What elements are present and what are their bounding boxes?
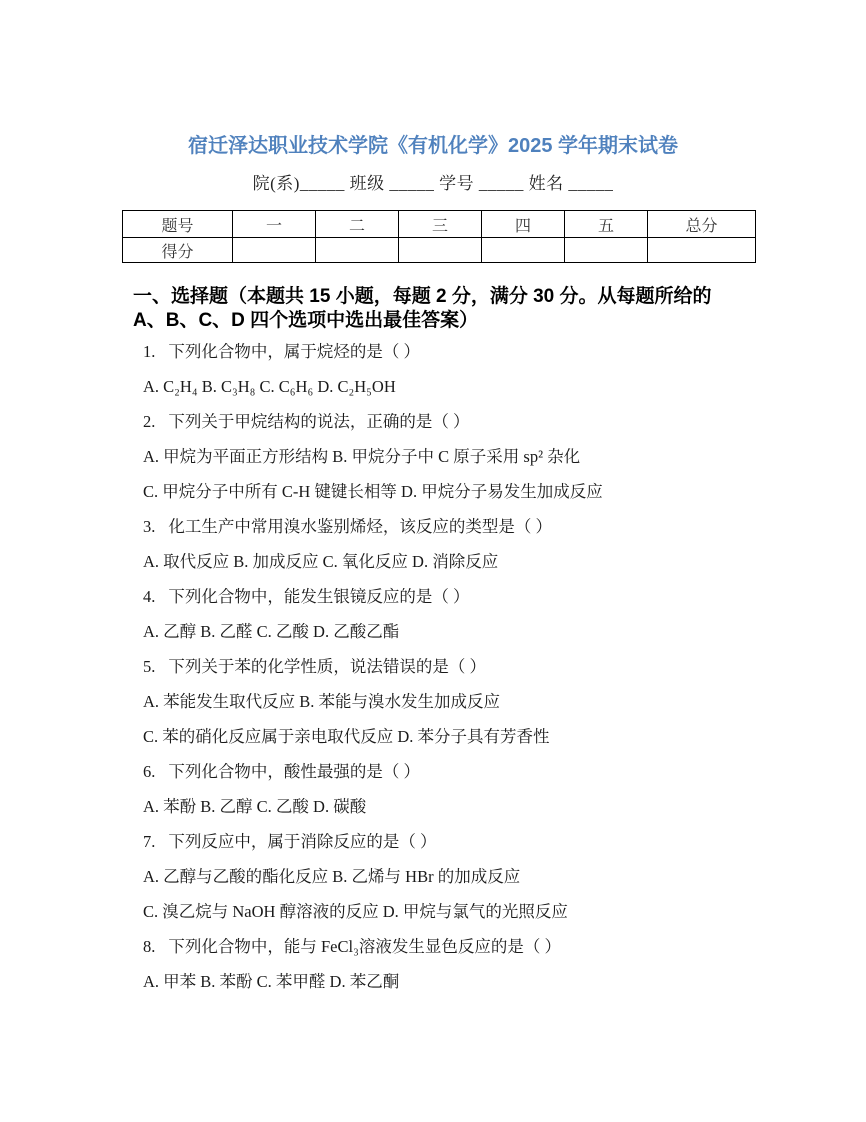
score-table-header-question-no: 题号 <box>123 211 233 238</box>
question-stem <box>143 334 743 369</box>
question-text: 下列关于甲烷结构的说法，正确的是（ ） <box>168 412 470 431</box>
score-table-header-total: 总分 <box>648 211 756 238</box>
student-info-line: 院(系)_____ 班级 _____ 学号 _____ 姓名 _____ <box>252 174 614 193</box>
questions-list <box>143 334 743 999</box>
question-number: 7. <box>143 832 156 851</box>
page-title: 宿迁泽达职业技术学院《有机化学》2025 学年期末试卷 <box>187 135 679 157</box>
question-text: 下列化合物中，酸性最强的是（ ） <box>168 762 420 781</box>
question-number: 6. <box>143 762 156 781</box>
question-options-line: A. 取代反应 B. 加成反应 C. 氧化反应 D. 消除反应 <box>143 552 499 571</box>
score-row-label: 得分 <box>123 238 233 263</box>
question-number: 5. <box>143 657 156 676</box>
question-8 <box>143 929 743 999</box>
question-3 <box>143 509 743 579</box>
score-cell-total <box>648 238 756 263</box>
question-number: 4. <box>143 587 156 606</box>
score-cell-2 <box>316 238 399 263</box>
score-cell-5 <box>565 238 648 263</box>
score-table-header-section-4: 四 <box>482 211 565 238</box>
score-table-header-section-2: 二 <box>316 211 399 238</box>
score-table-header-section-3: 三 <box>399 211 482 238</box>
section-one-heading: 一、选择题（本题共 15 小题，每题 2 分，满分 30 分。从每题所给的 A、B、C、D 四个选项中选出最佳答案） <box>133 286 712 331</box>
score-table-header-row <box>123 211 756 238</box>
question-text: 下列化合物中，能与 FeCl₃溶液发生显色反应的是（ ） <box>168 937 561 956</box>
question-number: 3. <box>143 517 156 536</box>
score-table <box>122 210 756 263</box>
score-cell-3 <box>399 238 482 263</box>
question-options-line: A. C₂H₄ B. C₃H₈ C. C₆H₆ D. C₂H₅OH <box>143 377 396 396</box>
question-stem <box>143 579 743 614</box>
score-table-score-row <box>123 238 756 263</box>
score-cell-4 <box>482 238 565 263</box>
question-options-line: A. 苯酚 B. 乙醇 C. 乙酸 D. 碳酸 <box>143 797 367 816</box>
score-table-header-section-5: 五 <box>565 211 648 238</box>
question-options-line: A. 乙醇与乙酸的酯化反应 B. 乙烯与 HBr 的加成反应 <box>143 867 521 886</box>
question-options-line: A. 乙醇 B. 乙醛 C. 乙酸 D. 乙酸乙酯 <box>143 622 400 641</box>
question-text: 化工生产中常用溴水鉴别烯烃，该反应的类型是（ ） <box>168 517 552 536</box>
question-options-line: C. 溴乙烷与 NaOH 醇溶液的反应 D. 甲烷与氯气的光照反应 <box>143 902 568 921</box>
question-options-line: A. 苯能发生取代反应 B. 苯能与溴水发生加成反应 <box>143 692 501 711</box>
question-text: 下列反应中，属于消除反应的是（ ） <box>168 832 437 851</box>
question-6 <box>143 754 743 824</box>
question-stem <box>143 649 743 684</box>
question-options-line: C. 苯的硝化反应属于亲电取代反应 D. 苯分子具有芳香性 <box>143 727 550 746</box>
question-options-line: A. 甲烷为平面正方形结构 B. 甲烷分子中 C 原子采用 sp² 杂化 <box>143 447 581 466</box>
question-2 <box>143 404 743 509</box>
question-number: 1. <box>143 342 156 361</box>
question-text: 下列化合物中，属于烷烃的是（ ） <box>168 342 420 361</box>
question-options-line: A. 甲苯 B. 苯酚 C. 苯甲醛 D. 苯乙酮 <box>143 972 400 991</box>
question-stem <box>143 509 743 544</box>
question-5 <box>143 649 743 754</box>
question-number: 2. <box>143 412 156 431</box>
question-text: 下列化合物中，能发生银镜反应的是（ ） <box>168 587 470 606</box>
question-1 <box>143 334 743 404</box>
score-table-header-section-1: 一 <box>233 211 316 238</box>
question-stem <box>143 824 743 859</box>
question-4 <box>143 579 743 649</box>
question-stem <box>143 929 743 964</box>
question-number: 8. <box>143 937 156 956</box>
score-cell-1 <box>233 238 316 263</box>
question-text: 下列关于苯的化学性质，说法错误的是（ ） <box>168 657 486 676</box>
question-options-line: C. 甲烷分子中所有 C-H 键键长相等 D. 甲烷分子易发生加成反应 <box>143 482 603 501</box>
question-stem <box>143 754 743 789</box>
question-stem <box>143 404 743 439</box>
question-7 <box>143 824 743 929</box>
